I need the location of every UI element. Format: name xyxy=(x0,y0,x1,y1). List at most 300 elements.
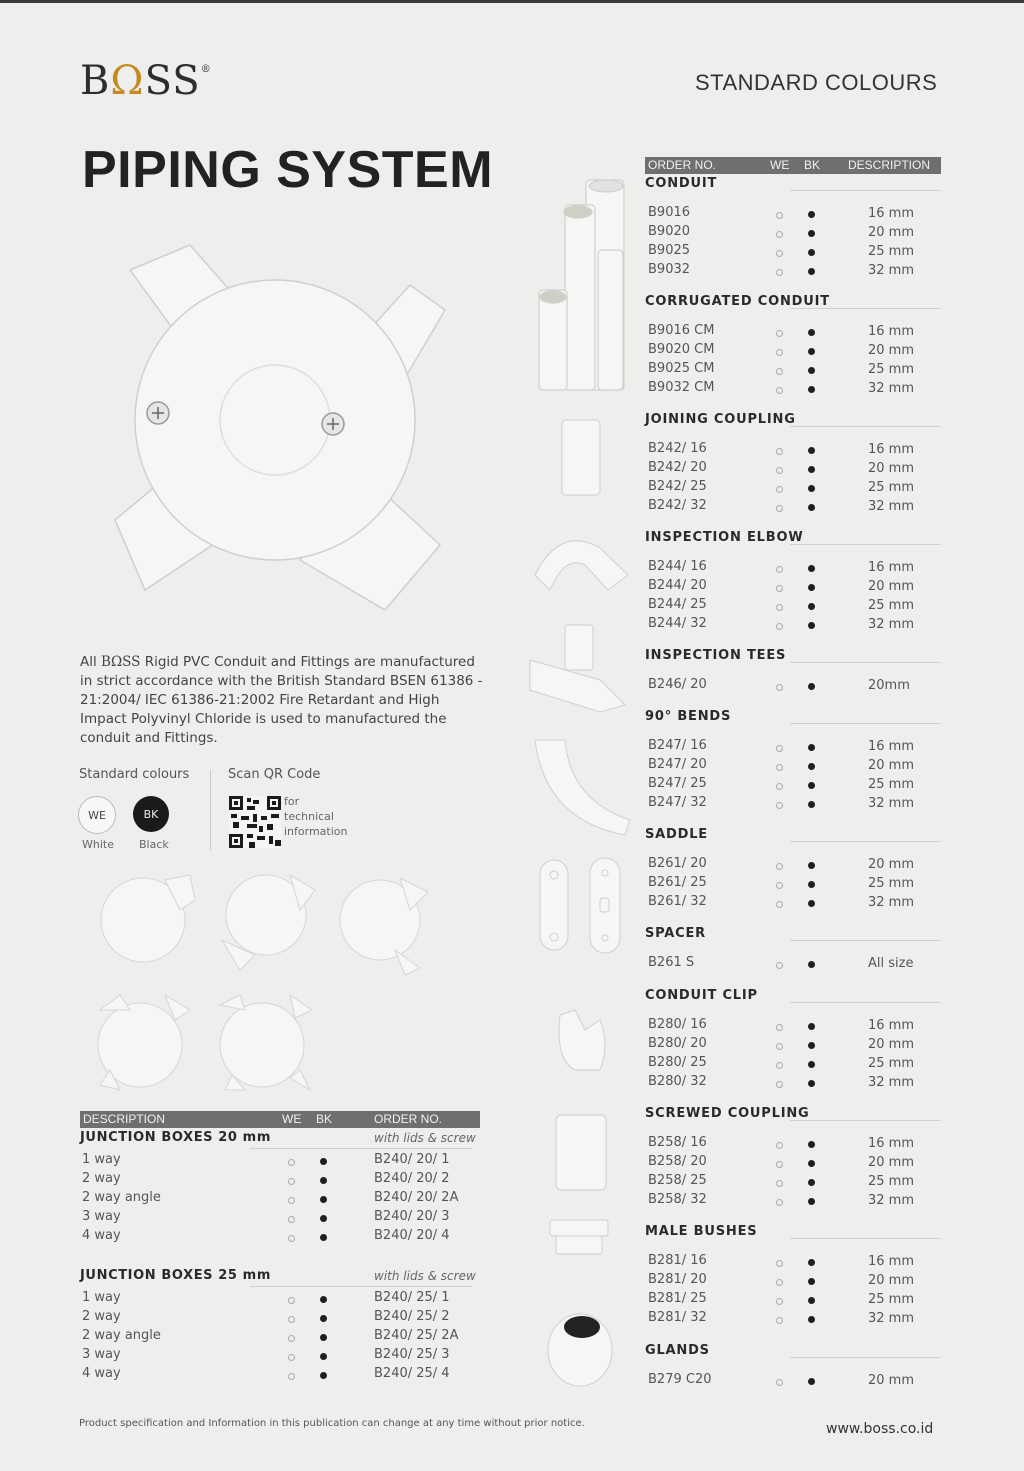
black-available-icon xyxy=(808,763,815,770)
white-available-icon xyxy=(776,783,783,790)
table-row xyxy=(645,342,945,361)
order-code: B9020 xyxy=(648,224,691,239)
white-available-icon xyxy=(288,1216,295,1223)
table-row xyxy=(80,1290,480,1309)
white-available-icon xyxy=(776,566,783,573)
table-row xyxy=(645,894,945,913)
table-row xyxy=(645,795,945,814)
page-title: PIPING SYSTEM xyxy=(82,141,494,199)
table-row xyxy=(80,1152,480,1171)
black-available-icon xyxy=(808,268,815,275)
joining-coupling-image xyxy=(562,420,600,495)
black-available-icon xyxy=(808,801,815,808)
product-section xyxy=(645,1224,945,1329)
order-code: B244/ 20 xyxy=(648,578,707,593)
table-row xyxy=(645,1372,945,1391)
size-description: 20 mm xyxy=(868,579,915,594)
order-code: B240/ 20/ 2 xyxy=(374,1171,450,1186)
white-available-icon xyxy=(776,604,783,611)
size-description: 25 mm xyxy=(868,1292,915,1307)
white-available-icon xyxy=(776,1260,783,1267)
table-row xyxy=(645,1310,945,1329)
size-description: 32 mm xyxy=(868,1311,915,1326)
way-label: 2 way xyxy=(82,1171,121,1186)
white-available-icon xyxy=(776,1081,783,1088)
order-code: B280/ 32 xyxy=(648,1074,707,1089)
left-table-header xyxy=(80,1111,480,1128)
table-row xyxy=(645,677,945,696)
product-section xyxy=(645,1343,945,1391)
black-available-icon xyxy=(808,230,815,237)
order-code: B280/ 16 xyxy=(648,1017,707,1032)
order-code: B247/ 20 xyxy=(648,757,707,772)
header-bk: BK xyxy=(316,1112,333,1126)
size-description: 25 mm xyxy=(868,480,915,495)
section-subtitle: with lids & screw xyxy=(374,1269,476,1283)
order-code: B247/ 25 xyxy=(648,776,707,791)
table-row xyxy=(645,205,945,224)
size-description: 20mm xyxy=(868,678,910,693)
order-code: B247/ 32 xyxy=(648,795,707,810)
order-code: B258/ 16 xyxy=(648,1135,707,1150)
size-description: 20 mm xyxy=(868,1373,915,1388)
size-description: 16 mm xyxy=(868,560,915,575)
white-available-icon xyxy=(288,1197,295,1204)
table-row xyxy=(80,1209,480,1228)
white-available-icon xyxy=(288,1354,295,1361)
size-description: All size xyxy=(868,956,914,971)
divider xyxy=(210,770,211,850)
gland-image xyxy=(548,1314,612,1386)
table-row xyxy=(80,1328,480,1347)
junction-box-section xyxy=(80,1268,480,1385)
header-we: WE xyxy=(770,158,790,172)
header-order-no: ORDER NO. xyxy=(374,1112,443,1126)
order-code: B280/ 25 xyxy=(648,1055,707,1070)
order-code: B247/ 16 xyxy=(648,738,707,753)
white-available-icon xyxy=(776,387,783,394)
order-code: B258/ 32 xyxy=(648,1192,707,1207)
black-available-icon xyxy=(808,622,815,629)
size-description: 20 mm xyxy=(868,857,915,872)
order-code: B9016 CM xyxy=(648,323,715,338)
size-description: 25 mm xyxy=(868,244,915,259)
black-available-icon xyxy=(808,367,815,374)
product-section xyxy=(645,1106,945,1211)
white-available-icon xyxy=(776,1161,783,1168)
intro-paragraph: All BΩSS Rigid PVC Conduit and Fittings are manufactured in strict accordance with the British Standard BSEN 61386 - 21:2004/ IEC 61386-21:2002 Fire Retardant and High Impact Polyvinyl Chloride is used to manufactured the conduit and Fittings. xyxy=(80,654,483,746)
order-code: B279 C20 xyxy=(648,1372,712,1387)
boss-logo: BΩSS® xyxy=(80,58,212,104)
black-available-icon xyxy=(320,1234,327,1241)
white-available-icon xyxy=(776,486,783,493)
black-available-icon xyxy=(320,1215,327,1222)
size-description: 20 mm xyxy=(868,461,915,476)
size-description: 32 mm xyxy=(868,1075,915,1090)
order-code: B244/ 25 xyxy=(648,597,707,612)
order-code: B240/ 25/ 1 xyxy=(374,1290,450,1305)
black-available-icon xyxy=(320,1353,327,1360)
order-code: B242/ 20 xyxy=(648,460,707,475)
black-available-icon xyxy=(808,603,815,610)
section-subtitle: with lids & screw xyxy=(374,1131,476,1145)
white-available-icon xyxy=(776,1279,783,1286)
order-code: B281/ 25 xyxy=(648,1291,707,1306)
order-code: B9020 CM xyxy=(648,342,715,357)
order-code: B281/ 16 xyxy=(648,1253,707,1268)
size-description: 25 mm xyxy=(868,1174,915,1189)
table-row xyxy=(80,1366,480,1385)
black-available-icon xyxy=(808,1316,815,1323)
table-row xyxy=(645,757,945,776)
section-title: INSPECTION TEES xyxy=(645,648,945,665)
white-available-icon xyxy=(776,802,783,809)
white-available-icon xyxy=(776,368,783,375)
table-row xyxy=(645,776,945,795)
order-code: B9016 xyxy=(648,205,691,220)
black-available-icon xyxy=(808,1278,815,1285)
table-row xyxy=(645,1192,945,1211)
white-available-icon xyxy=(776,1142,783,1149)
way-label: 3 way xyxy=(82,1209,121,1224)
black-available-icon xyxy=(320,1196,327,1203)
section-title: INSPECTION ELBOW xyxy=(645,530,945,547)
black-available-icon xyxy=(320,1372,327,1379)
section-title: JUNCTION BOXES 20 mm with lids & screw xyxy=(80,1130,480,1152)
conduit-clip-image xyxy=(559,1010,605,1070)
way-label: 2 way angle xyxy=(82,1328,161,1343)
black-available-icon xyxy=(808,1378,815,1385)
order-code: B9025 xyxy=(648,243,691,258)
white-available-icon xyxy=(776,250,783,257)
table-row xyxy=(645,243,945,262)
white-available-icon xyxy=(776,863,783,870)
size-description: 32 mm xyxy=(868,796,915,811)
saddle-images xyxy=(540,858,620,953)
product-section xyxy=(645,294,945,399)
white-available-icon xyxy=(776,764,783,771)
table-row xyxy=(80,1171,480,1190)
black-available-icon xyxy=(808,881,815,888)
order-code: B246/ 20 xyxy=(648,677,707,692)
table-row xyxy=(645,1055,945,1074)
section-title: GLANDS xyxy=(645,1343,945,1360)
section-title: CONDUIT CLIP xyxy=(645,988,945,1005)
white-available-icon xyxy=(776,1317,783,1324)
table-row xyxy=(645,262,945,281)
junction-box-section xyxy=(80,1130,480,1247)
order-code: B281/ 32 xyxy=(648,1310,707,1325)
table-row xyxy=(645,578,945,597)
male-bush-image xyxy=(550,1220,608,1254)
black-available-icon xyxy=(320,1296,327,1303)
order-code: B244/ 32 xyxy=(648,616,707,631)
order-code: B240/ 25/ 4 xyxy=(374,1366,450,1381)
way-label: 3 way xyxy=(82,1347,121,1362)
white-available-icon xyxy=(288,1178,295,1185)
order-code: B242/ 25 xyxy=(648,479,707,494)
black-available-icon xyxy=(320,1158,327,1165)
table-row xyxy=(645,224,945,243)
order-code: B244/ 16 xyxy=(648,559,707,574)
size-description: 32 mm xyxy=(868,263,915,278)
white-available-icon xyxy=(776,505,783,512)
size-description: 25 mm xyxy=(868,777,915,792)
table-row xyxy=(645,498,945,517)
black-swatch: BK xyxy=(133,796,169,832)
black-available-icon xyxy=(808,1160,815,1167)
table-row xyxy=(645,856,945,875)
black-available-icon xyxy=(808,329,815,336)
white-available-icon xyxy=(776,882,783,889)
black-available-icon xyxy=(808,584,815,591)
section-title: MALE BUSHES xyxy=(645,1224,945,1241)
product-section xyxy=(645,926,945,974)
order-code: B261/ 25 xyxy=(648,875,707,890)
table-row xyxy=(645,559,945,578)
table-row xyxy=(645,1173,945,1192)
size-description: 25 mm xyxy=(868,598,915,613)
order-code: B240/ 25/ 3 xyxy=(374,1347,450,1362)
white-available-icon xyxy=(776,269,783,276)
section-title: JUNCTION BOXES 25 mm with lids & screw xyxy=(80,1268,480,1290)
black-available-icon xyxy=(808,1061,815,1068)
size-description: 32 mm xyxy=(868,499,915,514)
size-description: 16 mm xyxy=(868,739,915,754)
black-available-icon xyxy=(808,1080,815,1087)
size-description: 20 mm xyxy=(868,343,915,358)
header-description: DESCRIPTION xyxy=(83,1112,166,1126)
size-description: 16 mm xyxy=(868,1254,915,1269)
table-row xyxy=(645,738,945,757)
junction-box-4way-large xyxy=(115,245,445,610)
white-available-icon xyxy=(288,1297,295,1304)
black-available-icon xyxy=(808,1141,815,1148)
size-description: 20 mm xyxy=(868,1273,915,1288)
white-available-icon xyxy=(776,1043,783,1050)
white-available-icon xyxy=(288,1335,295,1342)
product-section xyxy=(645,988,945,1093)
black-available-icon xyxy=(808,1198,815,1205)
white-available-icon xyxy=(288,1159,295,1166)
size-description: 25 mm xyxy=(868,1056,915,1071)
table-row xyxy=(645,597,945,616)
white-available-icon xyxy=(776,1199,783,1206)
section-title: CONDUIT xyxy=(645,176,945,193)
product-section xyxy=(645,176,945,281)
white-available-icon xyxy=(288,1235,295,1242)
table-row xyxy=(80,1190,480,1209)
table-row xyxy=(645,380,945,399)
header-order-no: ORDER NO. xyxy=(648,158,717,172)
white-available-icon xyxy=(288,1316,295,1323)
section-title: SADDLE xyxy=(645,827,945,844)
table-row xyxy=(645,460,945,479)
standard-colours-heading: STANDARD COLOURS xyxy=(695,70,938,95)
small-junction-boxes xyxy=(98,875,428,1090)
black-available-icon xyxy=(808,348,815,355)
order-code: B280/ 20 xyxy=(648,1036,707,1051)
order-code: B261/ 20 xyxy=(648,856,707,871)
black-available-icon xyxy=(808,782,815,789)
black-available-icon xyxy=(808,386,815,393)
bend-90-image xyxy=(535,740,630,835)
way-label: 4 way xyxy=(82,1366,121,1381)
table-row xyxy=(645,616,945,635)
white-available-icon xyxy=(776,901,783,908)
size-description: 16 mm xyxy=(868,1018,915,1033)
qr-code-icon[interactable] xyxy=(229,796,281,848)
qr-label: Scan QR Code xyxy=(228,767,321,782)
black-available-icon xyxy=(808,1297,815,1304)
table-row xyxy=(80,1309,480,1328)
size-description: 32 mm xyxy=(868,381,915,396)
order-code: B9032 CM xyxy=(648,380,715,395)
product-section xyxy=(645,530,945,635)
size-description: 25 mm xyxy=(868,876,915,891)
white-available-icon xyxy=(288,1373,295,1380)
white-available-icon xyxy=(776,962,783,969)
order-code: B242/ 16 xyxy=(648,441,707,456)
table-row xyxy=(645,361,945,380)
size-description: 32 mm xyxy=(868,1193,915,1208)
table-row xyxy=(645,1154,945,1173)
standard-colours-label: Standard colours xyxy=(79,767,190,782)
header-we: WE xyxy=(282,1112,302,1126)
section-title: SCREWED COUPLING xyxy=(645,1106,945,1123)
conduit-pipes xyxy=(539,180,624,390)
black-available-icon xyxy=(320,1315,327,1322)
black-available-icon xyxy=(808,1023,815,1030)
white-available-icon xyxy=(776,1024,783,1031)
section-title: 90° BENDS xyxy=(645,709,945,726)
white-available-icon xyxy=(776,231,783,238)
product-section xyxy=(645,827,945,913)
size-description: 20 mm xyxy=(868,1037,915,1052)
white-name: White xyxy=(82,838,114,851)
section-title: SPACER xyxy=(645,926,945,943)
way-label: 1 way xyxy=(82,1152,121,1167)
black-name: Black xyxy=(139,838,169,851)
white-available-icon xyxy=(776,745,783,752)
product-section xyxy=(645,412,945,517)
order-code: B240/ 20/ 2A xyxy=(374,1190,459,1205)
website-link[interactable]: www.boss.co.id xyxy=(826,1421,934,1437)
way-label: 2 way xyxy=(82,1309,121,1324)
white-available-icon xyxy=(776,212,783,219)
white-available-icon xyxy=(776,330,783,337)
black-available-icon xyxy=(808,565,815,572)
white-available-icon xyxy=(776,1298,783,1305)
right-table-header xyxy=(645,157,941,174)
black-available-icon xyxy=(808,744,815,751)
order-code: B240/ 25/ 2A xyxy=(374,1328,459,1343)
table-row xyxy=(645,1074,945,1093)
table-row xyxy=(645,875,945,894)
black-available-icon xyxy=(808,900,815,907)
size-description: 16 mm xyxy=(868,1136,915,1151)
way-label: 4 way xyxy=(82,1228,121,1243)
black-available-icon xyxy=(808,1179,815,1186)
white-swatch: WE xyxy=(78,796,116,834)
black-available-icon xyxy=(808,1042,815,1049)
order-code: B258/ 20 xyxy=(648,1154,707,1169)
table-row xyxy=(645,1017,945,1036)
white-available-icon xyxy=(776,448,783,455)
screwed-coupling-image xyxy=(556,1115,606,1190)
black-available-icon xyxy=(808,485,815,492)
footer-disclaimer: Product specification and Information in this publication can change at any time without prior notice. xyxy=(79,1418,585,1429)
order-code: B242/ 32 xyxy=(648,498,707,513)
table-row xyxy=(80,1228,480,1247)
table-row xyxy=(645,1272,945,1291)
black-available-icon xyxy=(808,466,815,473)
table-row xyxy=(645,323,945,342)
way-label: 2 way angle xyxy=(82,1190,161,1205)
size-description: 16 mm xyxy=(868,442,915,457)
way-label: 1 way xyxy=(82,1290,121,1305)
table-row xyxy=(645,1291,945,1310)
black-available-icon xyxy=(808,1259,815,1266)
black-available-icon xyxy=(808,961,815,968)
order-code: B240/ 25/ 2 xyxy=(374,1309,450,1324)
white-available-icon xyxy=(776,1180,783,1187)
white-available-icon xyxy=(776,1379,783,1386)
table-row xyxy=(645,955,945,974)
table-row xyxy=(645,1253,945,1272)
size-description: 20 mm xyxy=(868,1155,915,1170)
white-available-icon xyxy=(776,467,783,474)
size-description: 20 mm xyxy=(868,225,915,240)
black-available-icon xyxy=(320,1177,327,1184)
qr-description: for technical information xyxy=(284,795,348,838)
size-description: 16 mm xyxy=(868,324,915,339)
table-row xyxy=(80,1347,480,1366)
black-available-icon xyxy=(808,862,815,869)
order-code: B9032 xyxy=(648,262,691,277)
order-code: B281/ 20 xyxy=(648,1272,707,1287)
order-code: B240/ 20/ 1 xyxy=(374,1152,450,1167)
white-available-icon xyxy=(776,349,783,356)
product-section xyxy=(645,648,945,696)
product-section xyxy=(645,709,945,814)
size-description: 25 mm xyxy=(868,362,915,377)
order-code: B258/ 25 xyxy=(648,1173,707,1188)
order-code: B240/ 20/ 3 xyxy=(374,1209,450,1224)
size-description: 32 mm xyxy=(868,895,915,910)
table-row xyxy=(645,1036,945,1055)
order-code: B9025 CM xyxy=(648,361,715,376)
order-code: B261 S xyxy=(648,955,695,970)
black-available-icon xyxy=(808,504,815,511)
black-available-icon xyxy=(808,683,815,690)
order-code: B240/ 20/ 4 xyxy=(374,1228,450,1243)
size-description: 16 mm xyxy=(868,206,915,221)
black-available-icon xyxy=(808,447,815,454)
black-available-icon xyxy=(808,211,815,218)
table-row xyxy=(645,1135,945,1154)
size-description: 32 mm xyxy=(868,617,915,632)
section-title: JOINING COUPLING xyxy=(645,412,945,429)
white-available-icon xyxy=(776,684,783,691)
order-code: B261/ 32 xyxy=(648,894,707,909)
header-description: DESCRIPTION xyxy=(848,158,931,172)
inspection-tee-image xyxy=(530,625,625,712)
white-available-icon xyxy=(776,1062,783,1069)
header-bk: BK xyxy=(804,158,821,172)
black-available-icon xyxy=(320,1334,327,1341)
white-available-icon xyxy=(776,623,783,630)
